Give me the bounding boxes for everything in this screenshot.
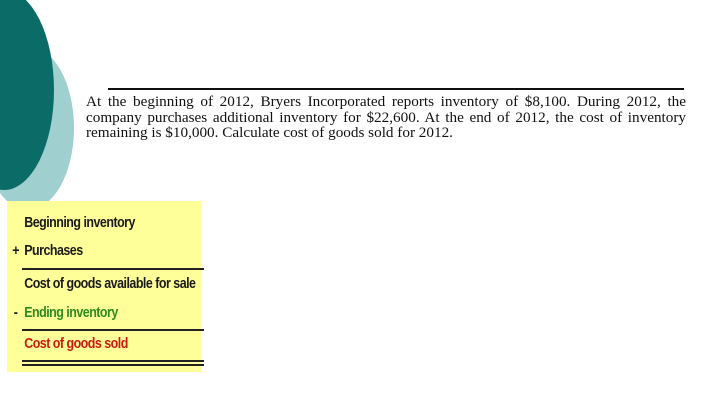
formula-label: Purchases: [24, 243, 83, 259]
formula-row-purchases: [7, 243, 174, 265]
formula-operator: -: [13, 305, 18, 321]
formula-total-double-line-upper: [22, 360, 204, 362]
formula-label: Cost of goods available for sale: [24, 276, 196, 292]
formula-row-ending-inventory: [7, 305, 174, 327]
problem-text: At the beginning of 2012, Bryers Incorporated reports inventory of $8,100. During 2012, the company purchases additional inventory for $22,600. At the end of 2012, the cost of inventory remaining is $10,000. Calculate cost of goods sold for 2012.: [86, 93, 686, 141]
formula-label: Beginning inventory: [24, 215, 135, 231]
formula-label: Cost of goods sold: [24, 336, 128, 352]
formula-subtotal-line: [22, 329, 204, 331]
formula-subtotal-line: [22, 268, 204, 270]
formula-total-double-line-lower: [22, 364, 204, 366]
cogs-formula-box: [7, 201, 201, 372]
formula-operator: +: [12, 243, 19, 259]
formula-row-goods-available: [7, 276, 196, 298]
formula-label: Ending inventory: [24, 305, 118, 321]
title-underline: [108, 88, 684, 90]
formula-row-beginning-inventory: [7, 215, 174, 237]
formula-row-cost-of-goods-sold: [7, 336, 174, 358]
